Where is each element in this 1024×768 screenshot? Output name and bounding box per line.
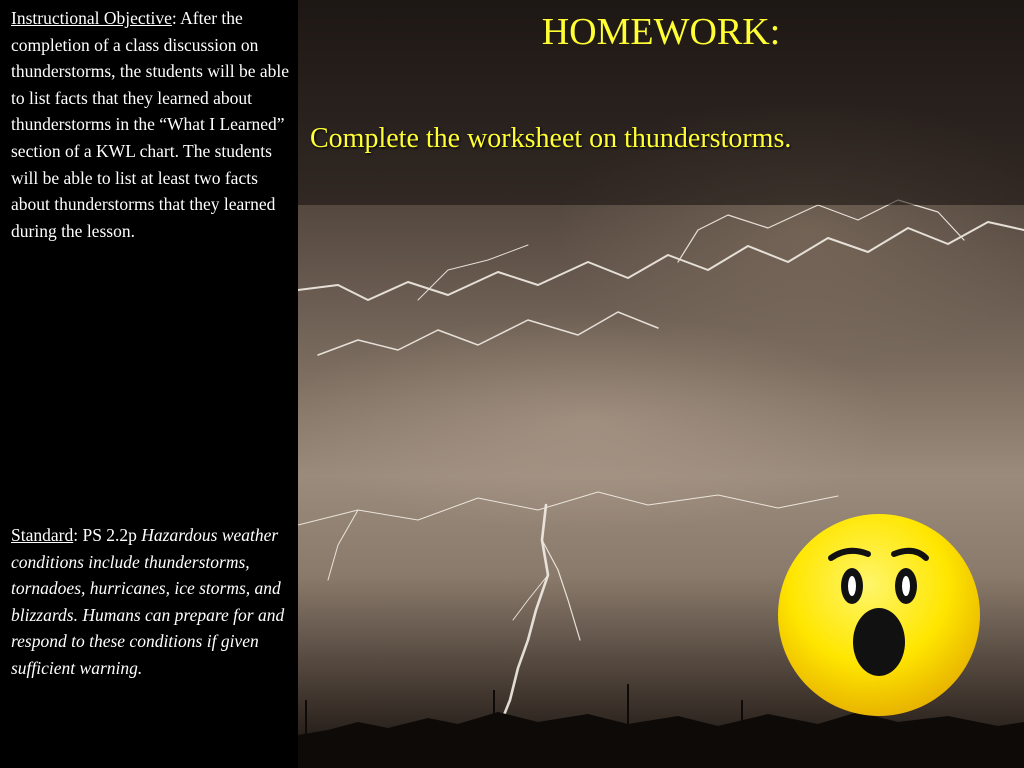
instructional-objective [11, 5, 289, 244]
standard-text: Hazardous weather conditions include thunderstorms, tornadoes, hurricanes, ice storms, and blizzards. Humans can prepare for and respond to these conditions if given sufficient warning. [11, 525, 285, 678]
homework-title: HOMEWORK: [541, 11, 781, 53]
objective-text: : After the completion of a class discussion on thunderstorms, the students will be able to list facts that they learned about thunderstorms in the “What I Learned” section of a KWL chart. The students will be able to list at least two facts about thunderstorms that they learned during the lesson. [11, 8, 290, 241]
surprised-face-icon [776, 512, 982, 718]
objective-label: Instructional Objective [11, 8, 172, 28]
homework-task: Complete the worksheet on thunderstorms. [310, 123, 792, 154]
standard-code: : PS 2.2p [73, 525, 142, 545]
standard-label: Standard [11, 525, 74, 545]
standard-block [11, 522, 289, 682]
objective-sidebar [0, 0, 298, 768]
